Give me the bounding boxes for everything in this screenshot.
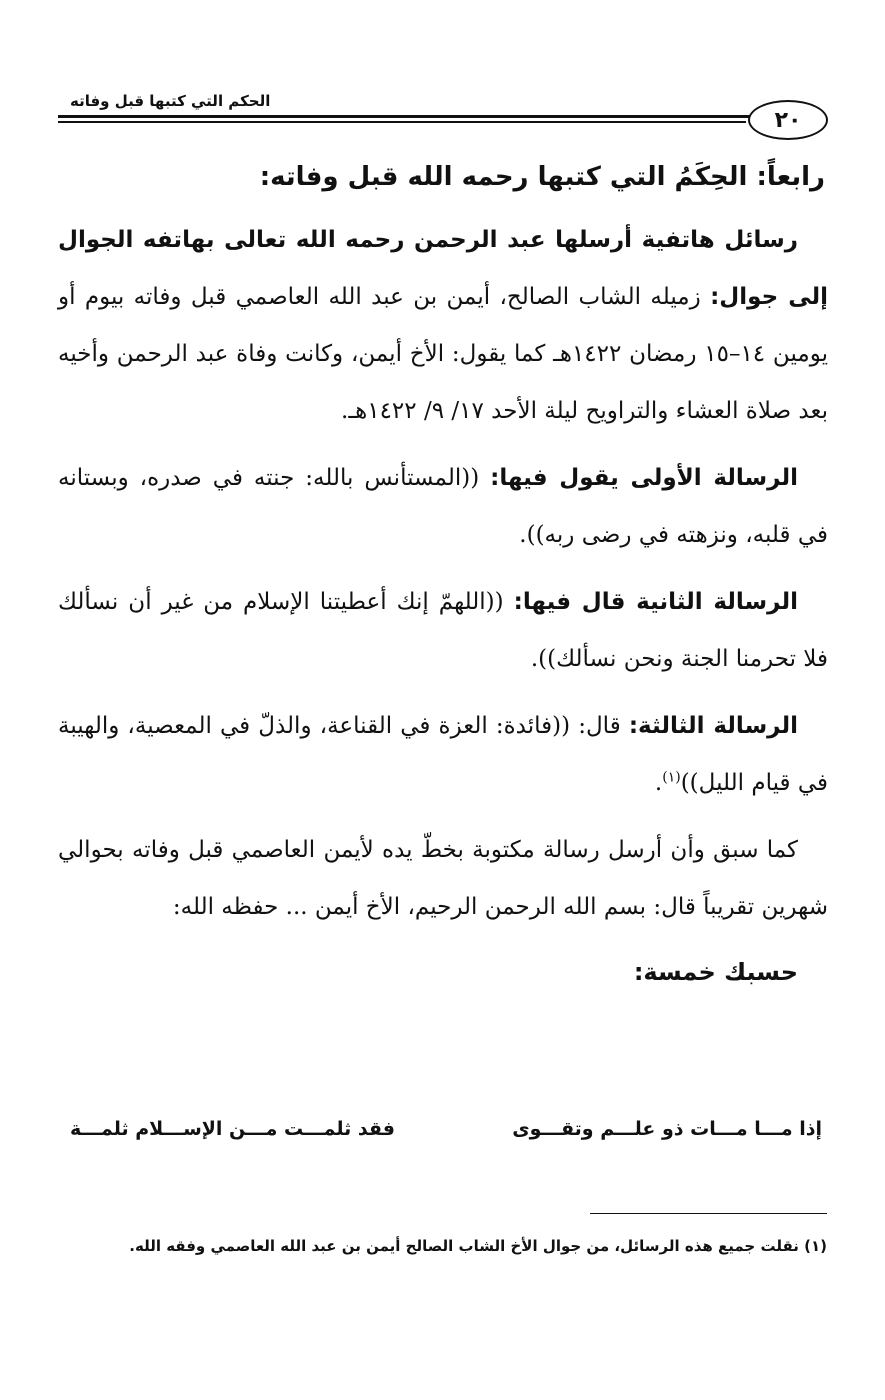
message-1 <box>58 450 828 564</box>
verse-first-hemistich: إذا مـــا مـــات ذو علـــم وتقـــوى <box>512 1118 822 1140</box>
header-rule-top <box>58 115 750 118</box>
message-3-text: قال: ((فائدة: العزة في القناعة، والذلّ في المعصية، والهيبة في قيام الليل)) <box>58 713 828 796</box>
message-3-label: الرسالة الثالثة: <box>628 713 799 739</box>
footnote-marker: (١) <box>804 1237 827 1255</box>
verse-second-hemistich: فقد ثلمـــت مـــن الإســـلام ثلمـــة <box>70 1118 395 1140</box>
message-2-label: الرسالة الثانية قال فيها: <box>513 589 798 615</box>
message-1-label: الرسالة الأولى يقول فيها: <box>490 465 798 491</box>
footnote <box>57 1232 827 1260</box>
letter-paragraph: كما سبق وأن أرسل رسالة مكتوبة بخطّ يده لأيمن العاصمي قبل وفاته بحوالي شهرين تقريباً قال: بسم الله الرحمن الرحيم، الأخ أيمن ... حفظه الله: <box>58 837 828 920</box>
section-heading: رابعاً: الحِكَمُ التي كتبها رحمه الله قبل وفاته: <box>259 162 825 192</box>
intro-text: زميله الشاب الصالح، أيمن بن عبد الله العاصمي قبل وفاته بيوم أو يومين ١٤–١٥ رمضان ١٤٢٢هـ كما يقول: الأخ أيمن، وكانت وفاة عبد الرحمن وأخيه بعد صلاة العشاء والتراويح ليلة الأحد ١٧/ ٩/ ١٤٢٢هـ. <box>58 284 828 424</box>
footnote-reference[interactable]: (١) <box>662 769 681 786</box>
sub-heading: حسبك خمسة: <box>633 958 798 986</box>
running-title: الحكم التي كتبها قبل وفاته <box>70 92 271 110</box>
intro-lead: رسائل هاتفية أرسلها عبد الرحمن رحمه الله تعالى بهاتفه الجوال إلى جوال: <box>58 227 828 310</box>
message-2 <box>58 574 828 688</box>
footnote-text: نقلت جميع هذه الرسائل، من جوال الأخ الشاب الصالح أيمن بن عبد الله العاصمي وفقه الله. <box>129 1237 805 1255</box>
page-number: ٢٠ <box>748 100 828 140</box>
body-text <box>58 212 828 1002</box>
message-3 <box>58 698 828 812</box>
footnote-rule <box>590 1213 827 1214</box>
message-2-text: ((اللهمّ إنك أعطيتنا الإسلام من غير أن نسألك فلا تحرمنا الجنة ونحن نسألك)). <box>58 589 828 672</box>
intro-paragraph <box>58 212 828 440</box>
header-rule-bottom <box>58 121 746 123</box>
poem-verse <box>70 1118 822 1158</box>
message-3-tail: . <box>654 770 663 796</box>
message-1-text: ((المستأنس بالله: جنته في صدره، وبستانه في قلبه، ونزهته في رضى ربه)). <box>58 465 828 548</box>
